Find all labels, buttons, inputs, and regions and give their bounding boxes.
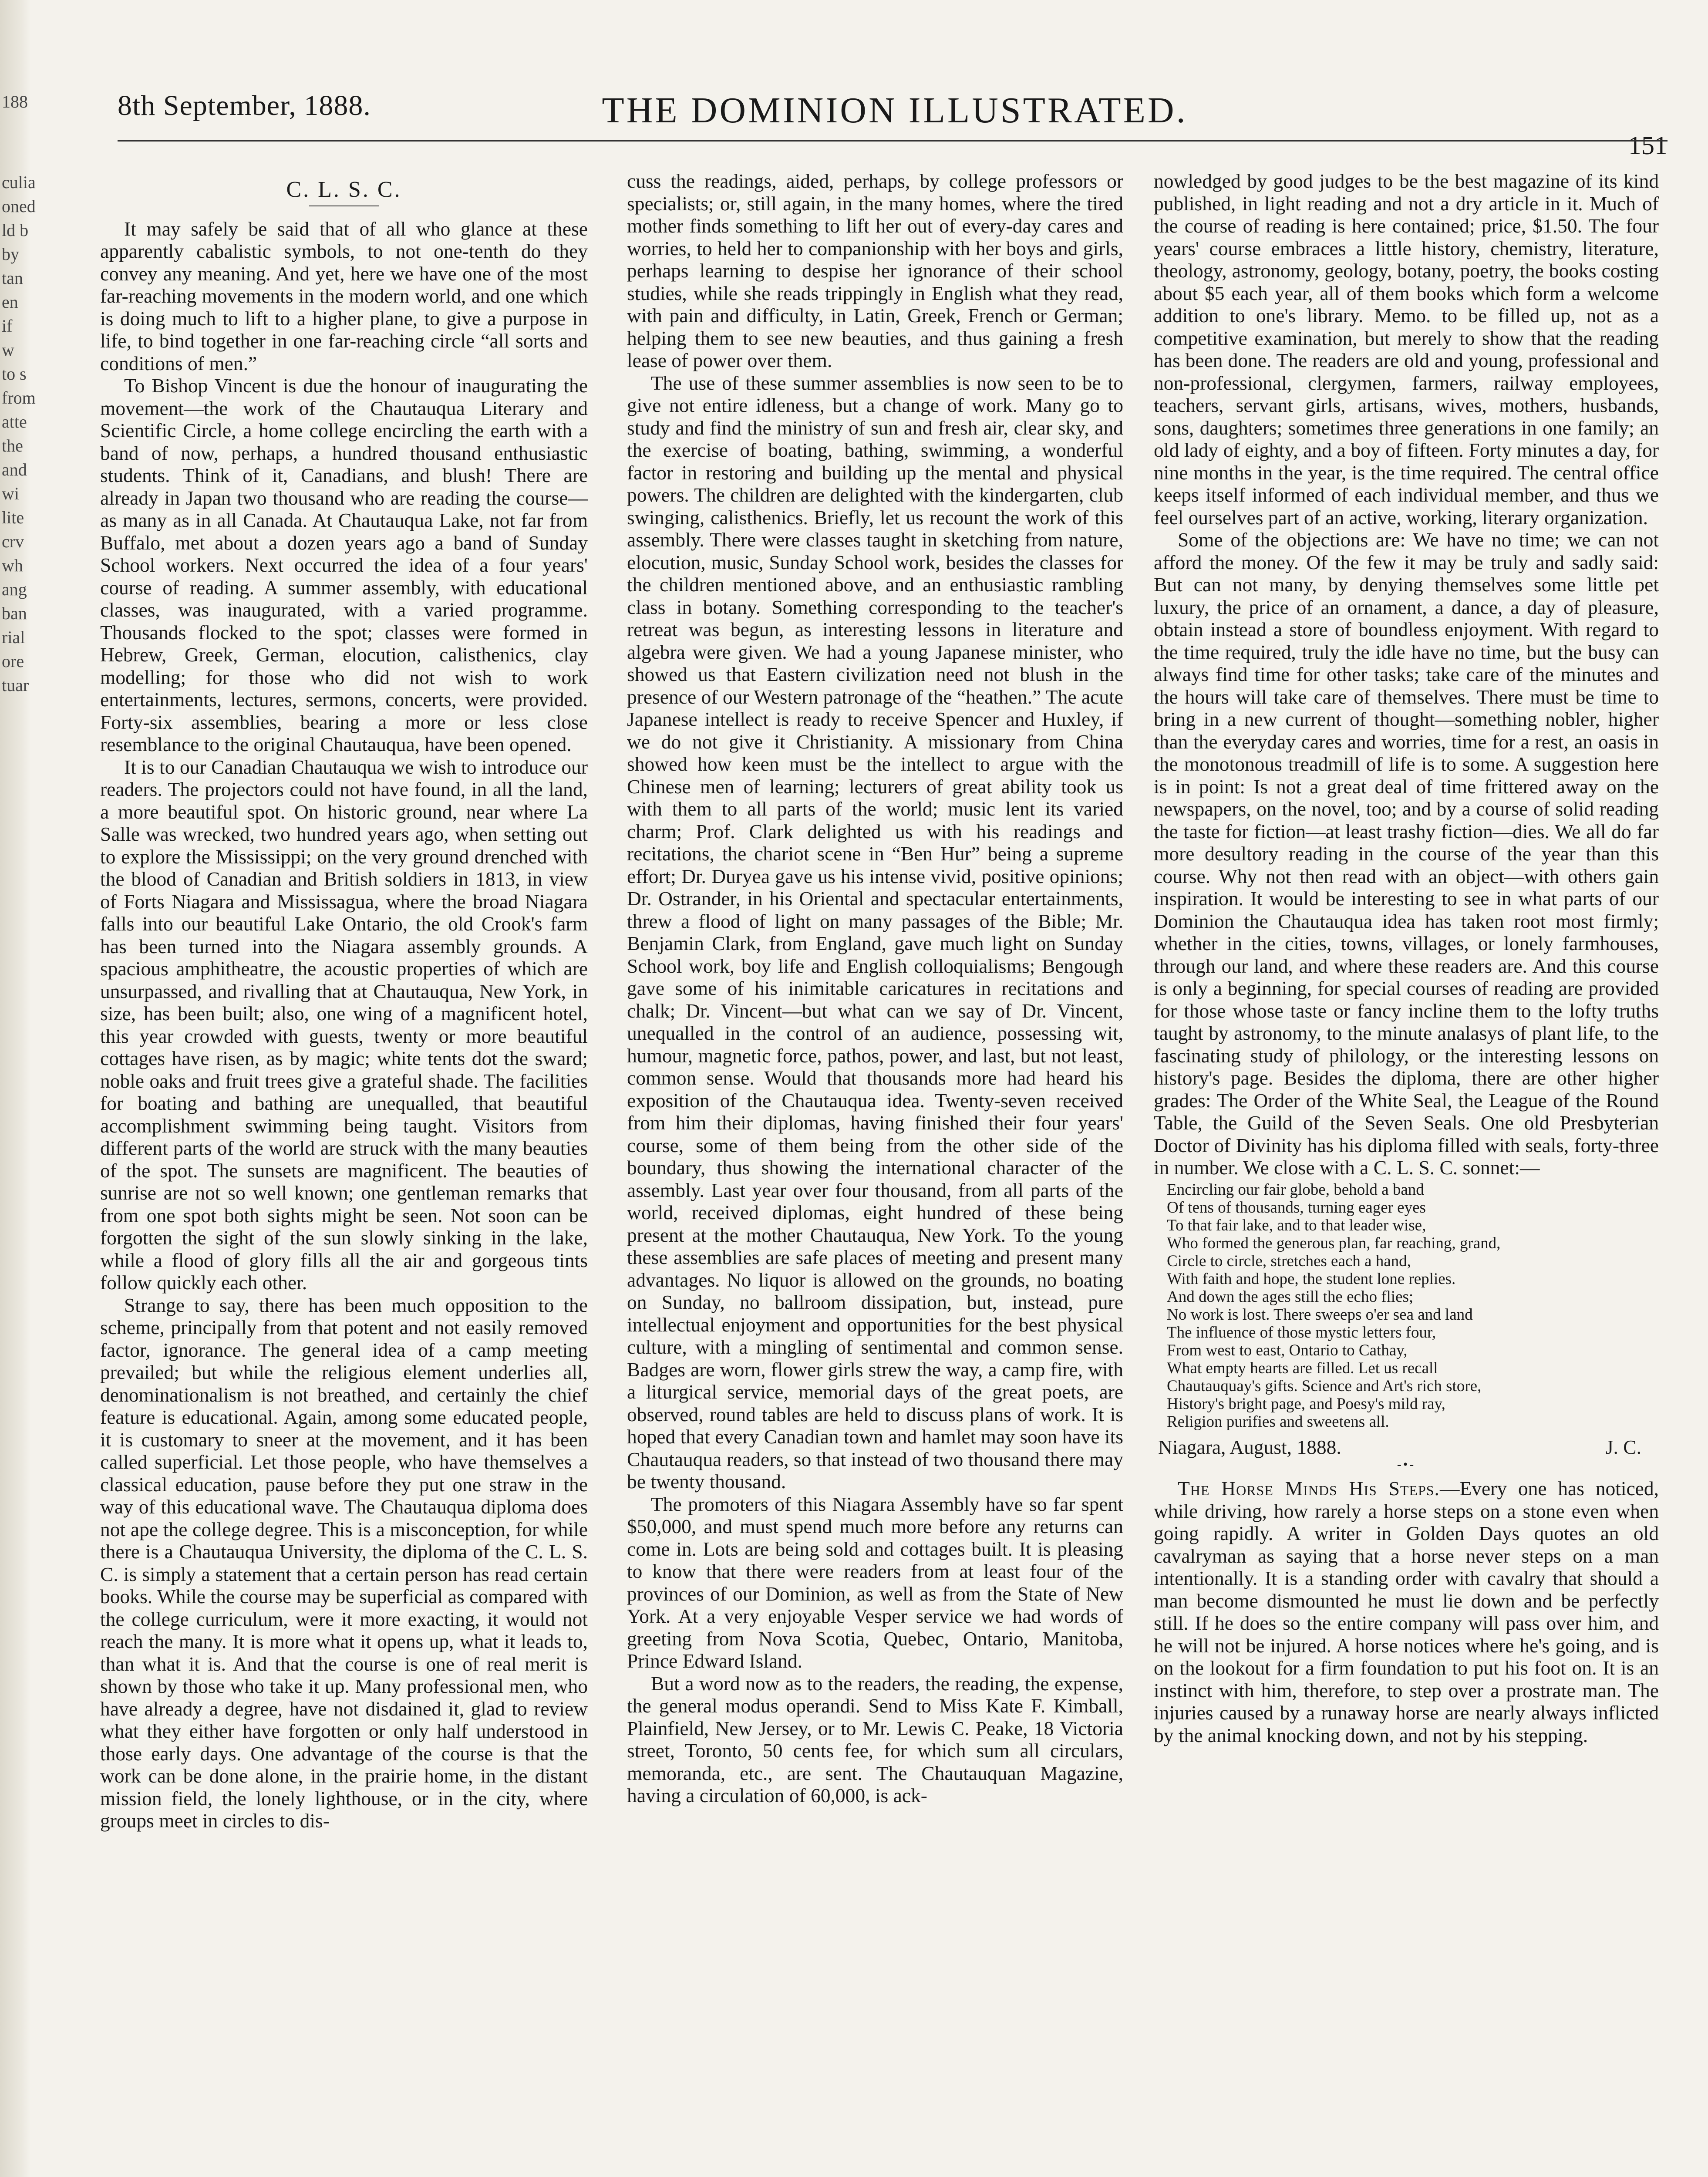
sonnet-line: Circle to circle, stretches each a hand, xyxy=(1167,1252,1411,1270)
sonnet-line: History's bright page, and Poesy's mild ray, xyxy=(1167,1395,1445,1413)
binding-fragment: atte xyxy=(2,412,27,431)
article-paragraph: To Bishop Vincent is due the honour of inaugurating the movement—the work of the Chautauqua Literary and Scientific Circle, a home college encircling the earth with a band of now, perhaps, a hundred thousand enthusiastic students. Think of it, Canadians, and blush! There are already in Japan two thousand who are reading the course—as many as in all Canada. At Chautauqua Lake, not far from Buffalo, met about a dozen years ago a band of Sunday School workers. Next occurred the idea of a four years' course of reading. A summer assembly, with educational classes, was inaugurated, with a varied programme. Thousands flocked to the spot; classes were formed in Hebrew, Greek, German, elocution, calisthenics, clay modelling; for those who did not wish to work entertainments, lectures, sermons, concerts, were provided. Forty-six assemblies, bearing a more or less close resemblance to the original Chautauqua, have been opened. xyxy=(100,374,588,755)
binding-fragment: if xyxy=(2,316,13,336)
binding-fragment: wi xyxy=(2,484,19,503)
article-paragraph: The use of these summer assemblies is now seen to be to give not entire idleness, but a change of work. Many go to study and find the ministry of sun and fresh air, clear sky, and the exercise of boating, bathing, swimming, a wonderful factor in restoring and building up the mental and physical powers. The children are delighted with the kindergarten, club swinging, calisthenics. Briefly, let us recount the work of this assembly. There were classes taught in sketching from nature, elocution, music, Sunday School work, besides the classes for the children mentioned above, and an enthusiastic rambling class in botany. Something corresponding to the teacher's retreat was begun, as interesting lessons in literature and algebra were given. We had a young Japanese minister, who showed us that Eastern civilization need not blush in the presence of our Western patronage of the “heathen.” The acute Japanese intellect is ready to receive Spencer and Huxley, if we do not give it Christianity. A missionary from China showed how keen must be the intellect to argue with the Chinese men of learning; lecturers of great ability took us with them to all parts of the world; music lent its varied charm; Prof. Clark delighted us with his readings and recitations, the chariot scene in “Ben Hur” being a supreme effort; Dr. Duryea gave us his intense vivid, positive opinions; Dr. Ostrander, in his Oriental and spectacular entertainments, threw a flood of light on many passages of the Bible; Mr. Benjamin Clark, from England, gave much light on Sunday School work, boy life and English colloquialisms; Bengough gave some of his inimitable caricatures in recitations and chalk; Dr. Vincent—but what can we say of Dr. Vincent, unequalled in the control of an audience, possessing wit, humour, magnetic force, pathos, power, and last, but not least, common sense. Would that thousands more had heard his exposition of the Chautauqua idea. Twenty-seven received from him their diplomas, having finished their four years' course, some of them being from the other side of the boundary, thus showing the international character of the assembly. Last year over four thousand, from all parts of the world, received diplomas, eight hundred of these being present at the mother Chautauqua, New York. To the young these assemblies are safe places of meeting and present many advantages. No liquor is allowed on the grounds, no boating on Sunday, no ballroom dissipation, but, instead, pure intellectual enjoyment and opportunities for the best physical culture, with a mingling of sentimental and common sense. Badges are worn, flower girls strew the way, a camp fire, with a liturgical service, memorial days of the great poets, are observed, round tables are held to discuss plans of work. It is hoped that every Canadian town and hamlet may soon have its Chautauqua readers, so that instead of two thousand there may be twenty thousand. xyxy=(627,371,1123,1493)
sonnet-line: With faith and hope, the student lone replies. xyxy=(1167,1270,1456,1288)
binding-fragment: oned xyxy=(2,196,36,216)
binding-fragment: wh xyxy=(2,556,23,575)
binding-fragment: by xyxy=(2,244,19,264)
sonnet-line: From west to east, Ontario to Cathay, xyxy=(1167,1341,1408,1359)
binding-fragment: and xyxy=(2,460,27,479)
binding-fragment: to s xyxy=(2,364,27,384)
binding-fragment: tan xyxy=(2,268,23,288)
publication-title: THE DOMINION ILLUSTRATED. xyxy=(602,90,1188,131)
sonnet-line: No work is lost. There sweeps o'er sea and land xyxy=(1167,1305,1473,1324)
horse-article xyxy=(1154,1477,1659,1746)
article-paragraph: It is to our Canadian Chautauqua we wish to introduce our readers. The projectors could not have found, in all the land, a more beautiful spot. On historic ground, near where La Salle was wrecked, two hundred years ago, when setting out to explore the Mississippi; on the very ground drenched with the blood of Canadian and British soldiers in 1813, in view of Forts Niagara and Mississagua, where the broad Niagara falls into our beautiful Lake Ontario, the old Crook's farm has been turned into the Niagara assembly grounds. A spacious amphitheatre, the acoustic properties of which are unsurpassed, and rivalling that at Chautauqua, New York, in size, has been built; also, one wing of a magnificent hotel, this year crowded with guests, twenty or more beautiful cottages have risen, as by magic; white tents dot the sward; noble oaks and fruit trees give a grateful shade. The facilities for boating and bathing are unequalled, that beautiful accomplishment swimming being taught. Visitors from different parts of the world are struck with the many beauties of the spot. The sunsets are magnificent. The beauties of sunrise are not so well known; one gentleman remarks that from one spot both sights might be seen. Not soon can be forgotten the sight of the sun slowly sinking in the lake, while a flood of glory fills all the air and gorgeous tints follow quickly each other. xyxy=(100,755,588,1294)
sonnet-line: What empty hearts are filled. Let us recall xyxy=(1167,1359,1438,1377)
binding-fragment: ang xyxy=(2,580,27,599)
signoff-place-date: Niagara, August, 1888. xyxy=(1158,1436,1341,1458)
binding-fragment: ld b xyxy=(2,220,29,240)
article-paragraph: Some of the objections are: We have no time; we can not afford the money. Of the few it may be truly and sadly said: But can not many, by denying themselves some little pet luxury, the price of an ornament, a dance, a day of pleasure, obtain instead a store of boundless enjoyment. With regard to the time required, truly the idle have no time, but the busy can always find time for other tasks; take care of the minutes and the hours will take care of themselves. There must be time to bring in a new current of thought—something nobler, higher than the everyday cares and worries, time for a rest, an oasis in the monotonous treadmill of life is to some. A suggestion here is in point: Is not a great deal of time frittered away on the newspapers, on the novel, too; and by a course of solid reading the taste for fiction—at least trashy fiction—dies. We all do far more desultory reading in the course of the year than this course. Why not then read with an object—with others gain inspiration. It would be interesting to see in what parts of our Dominion the Chautauqua idea has taken root most firmly; whether in the cities, towns, villages, or lonely farmhouses, through our land, and where these readers are. And this course is only a beginning, for special courses of reading are provided for those whose taste or fancy incline them to the lofty truths taught by astronomy, to the minute analasys of plant life, to the fascinating study of philology, or the interesting lessons on history's page. Besides the diploma, there are other higher grades: The Order of the White Seal, the League of the Round Table, the Guild of the Seven Seals. One old Presbyterian Doctor of Divinity has his diploma filled with seals, forty-three in number. We close with a C. L. S. C. sonnet:— xyxy=(1154,529,1659,1179)
column-3 xyxy=(1154,170,1659,1746)
page-header xyxy=(118,89,1672,160)
article-paragraph: But a word now as to the readers, the reading, the expense, the general modus operandi. Send to Miss Kate F. Kimball, Plainfield, New Jersey, or to Mr. Lewis C. Peake, 18 Victoria street, Toronto, 50 cents fee, for which sum all circulars, memoranda, etc., are sent. The Chautauquan Magazine, having a circulation of 60,000, is ack- xyxy=(627,1672,1123,1806)
article-paragraph: It may safely be said that of all who glance at these apparently cabalistic symbols, to not one-tenth do they convey any meaning. And yet, here we have one of the most far-reaching movements in the modern world, and one which is doing much to lift to a higher plane, to give a purpose in life, to bind together in one far-reaching circle “all sorts and conditions of men.” xyxy=(100,217,588,374)
binding-fragment: ore xyxy=(2,651,24,671)
sonnet-line: Who formed the generous plan, far reaching, grand, xyxy=(1167,1234,1501,1252)
header-rule xyxy=(118,140,1668,142)
sonnet xyxy=(1167,1181,1659,1431)
sonnet-line: Of tens of thousands, turning eager eyes xyxy=(1167,1198,1426,1217)
sonnet-line: Encircling our fair globe, behold a band xyxy=(1167,1180,1424,1199)
article-paragraph: cuss the readings, aided, perhaps, by college professors or specialists; or, still again, in the many homes, where the tired mother finds something to lift her out of every-day cares and worries, to held her to companionship with her boys and girls, perhaps learning to despise her ignorance of their school studies, while she reads trippingly in English what they read, with pain and difficulty, in Latin, Greek, French or German; helping them to see new beauties, and thus gaining a fresh lease of power over them. xyxy=(627,170,1123,371)
signoff xyxy=(1158,1436,1641,1459)
sonnet-line: Chautauquay's gifts. Science and Art's rich store, xyxy=(1167,1377,1482,1395)
section-ornament: -•- xyxy=(1397,1457,1416,1472)
horse-article-text: —Every one has noticed, while driving, how rarely a horse steps on a stone even when going rapidly. A writer in Golden Days quotes an old cavalryman as saying that a horse never steps on a man intentionally. It is a standing order with cavalry that should a man become dismounted he must lie down and be perfectly still. If he does so the entire company will pass over him, and he will not be injured. A horse notices where he's going, and is on the lookout for a firm foundation to put his foot on. It is an instinct with him, therefore, to step over a prostrate man. The injuries caused by a runaway horse are nearly always inflicted by the animal knocking down, and not by his stepping. xyxy=(1154,1477,1659,1746)
binding-fragment: en xyxy=(2,292,18,312)
binding-fragment: culia xyxy=(2,172,36,192)
binding-fragment: lite xyxy=(2,508,24,527)
column-1 xyxy=(100,170,588,1832)
signoff-initials: J. C. xyxy=(1605,1436,1641,1458)
binding-fragment: rial xyxy=(2,627,25,647)
sonnet-line: Religion purifies and sweetens all. xyxy=(1167,1412,1389,1431)
binding-fragment: the xyxy=(2,436,23,455)
binding-fragment: tuar xyxy=(2,675,29,695)
binding-fragment: 188 xyxy=(2,92,28,111)
article-paragraph: The promoters of this Niagara Assembly have so far spent $50,000, and must spend much more before any returns can come in. Lots are being sold and cottages built. It is pleasing to know that there were readers from at least four of the provinces of our Dominion, as well as from the State of New York. At a very enjoyable Vesper service we had words of greeting from Nova Scotia, Quebec, Ontario, Manitoba, Prince Edward Island. xyxy=(627,1493,1123,1672)
binding-fragment: ban xyxy=(2,603,27,623)
page-number: 151 xyxy=(1628,131,1668,160)
article-paragraph: Strange to say, there has been much opposition to the scheme, principally from that potent and not easily removed factor, ignorance. The general idea of a camp meeting prevailed; but while the religious element underlies all, denominationalism is not breathed, and certainly the chief feature is educational. Again, among some educated people, it is customary to sneer at the movement, and it has been called superficial. Let those people, who have themselves a classical education, pause before they put one straw in the way of this educational wave. The Chautauqua diploma does not ape the college degree. This is a misconception, for while there is a Chautauqua University, the diploma of the C. L. S. C. is simply a statement that a certain person has read certain books. While the course may be superficial as compared with the college curriculum, were it more exacting, it would not reach the many. It is more what it opens up, what it leads to, than what it is. And that the course is one of real merit is shown by those who take it up. Many professional men, who have already a degree, have not disdained it, glad to review what they either have forgotten or only half understood in those early days. One advantage of the course is that the work can be done alone, in the prairie home, in the distant mission field, the lonely lighthouse, or in the city, where groups meet in circles to dis- xyxy=(100,1294,588,1832)
binding-fragment: crv xyxy=(2,532,24,551)
binding-fragment: from xyxy=(2,388,36,408)
article-title: C. L. S. C. xyxy=(286,177,402,202)
article-paragraph: nowledged by good judges to be the best magazine of its kind published, in light reading and not a dry article in it. Much of the course of reading is here contained; price, $1.50. The four years' course embraces a little history, chemistry, literature, theology, astronomy, geology, botany, poetry, the books costing about $5 each year, all of them books which form a welcome addition to one's library. Memo. to be filled up, not as a competitive examination, but merely to show that the reading has been done. The readers are old and young, professional and non-professional, clergymen, farmers, railway employees, teachers, servant girls, artisans, wives, mothers, husbands, sons, daughters; sometimes three generations in one family; an old lady of eighty, and a boy of fifteen. Forty minutes a day, for nine months in the year, is the time required. The central office keeps itself informed of each individual member, and thus we feel ourselves part of an active, working, literary organization. xyxy=(1154,170,1659,529)
sonnet-line: To that fair lake, and to that leader wise, xyxy=(1167,1216,1426,1234)
sonnet-line: And down the ages still the echo flies; xyxy=(1167,1287,1414,1306)
issue-date: 8th September, 1888. xyxy=(118,90,371,121)
binding-fragment: w xyxy=(2,340,14,360)
column-2 xyxy=(627,170,1123,1807)
binding-edge-fragments xyxy=(0,0,36,2177)
sonnet-line: The influence of those mystic letters four, xyxy=(1167,1323,1436,1341)
horse-article-heading: The Horse Minds His Steps. xyxy=(1178,1477,1440,1500)
